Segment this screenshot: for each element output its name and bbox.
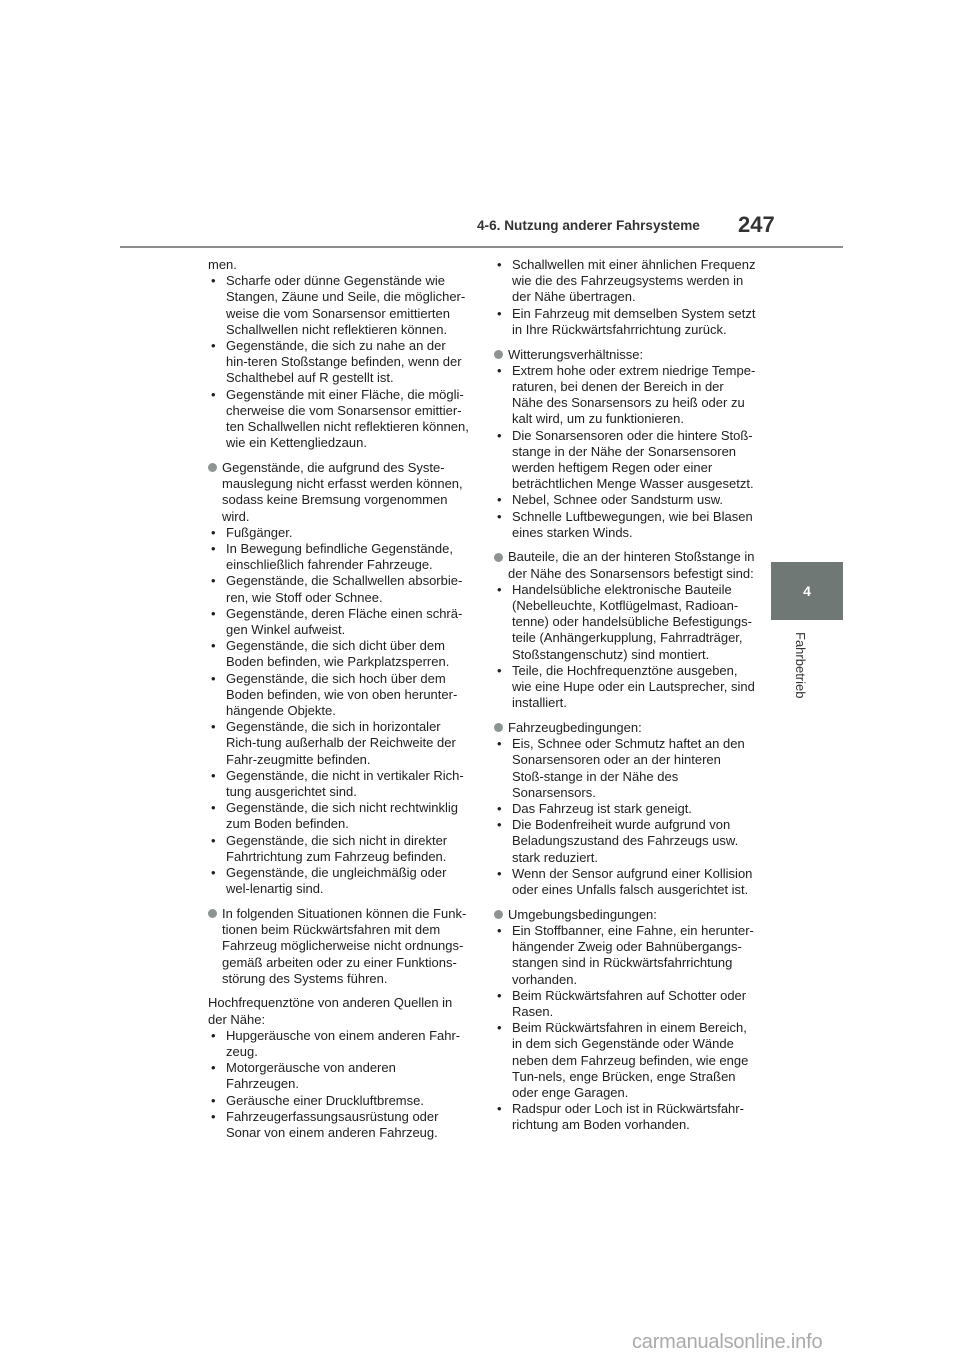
group-heading (494, 549, 756, 581)
group-heading (494, 907, 756, 923)
list-item: • Beim Rückwärtsfahren in einem Bereich, in dem sich Gegenstände oder Wände neben dem Fahrzeug befinden, wie enge Tun-nels, enge Brücken, enge Straßen oder enge Garagen. (494, 1020, 756, 1101)
item-list (208, 1028, 470, 1141)
bullet-circle-icon (208, 463, 217, 472)
list-item: • Ein Stoffbanner, eine Fahne, ein herunter-hängender Zweig oder Bahnübergangs-stangen sind in Rückwärtsfahrrichtung vorhanden. (494, 923, 756, 988)
list-item: • Hupgeräusche von einem anderen Fahr-zeug. (208, 1028, 470, 1060)
group-heading (208, 460, 470, 525)
list-item: • Wenn der Sensor aufgrund einer Kollision oder eines Unfalls falsch ausgerichtet ist. (494, 866, 756, 898)
list-item: • Teile, die Hochfrequenztöne ausgeben, wie eine Hupe oder ein Lautsprecher, sind installiert. (494, 663, 756, 712)
list-item: • Geräusche einer Druckluftbremse. (208, 1093, 470, 1109)
item-list (494, 923, 756, 1134)
group-heading (494, 347, 756, 363)
watermark: carmanualsonline.info (632, 1331, 823, 1353)
header-divider (120, 246, 843, 248)
group-heading-text: Gegenstände, die aufgrund des Syste-mauslegung nicht erfasst werden können, sodass keine Bremsung vorgenommen wird. (222, 459, 463, 524)
list-item: • Beim Rückwärtsfahren auf Schotter oder Rasen. (494, 988, 756, 1020)
group-heading-text: Umgebungsbedingungen: (508, 906, 657, 922)
list-item: • Gegenstände, deren Fläche einen schrä-gen Winkel aufweist. (208, 606, 470, 638)
list-item: • Radspur oder Loch ist in Rückwärtsfahr-richtung am Boden vorhanden. (494, 1101, 756, 1133)
chapter-number: 4 (803, 583, 811, 599)
list-item: • Fahrzeugerfassungsausrüstung oder Sonar von einem anderen Fahrzeug. (208, 1109, 470, 1141)
list-item: • Extrem hohe oder extrem niedrige Tempe-raturen, bei denen der Bereich in der Nähe des Sonarsensors zu heiß oder zu kalt wird, um zu funktionieren. (494, 363, 756, 428)
list-item: • Gegenstände, die sich nicht in direkter Fahrtrichtung zum Fahrzeug befinden. (208, 833, 470, 865)
item-list (494, 582, 756, 712)
page-number: 247 (738, 212, 775, 237)
group-heading-text: In folgenden Situationen können die Funk-tionen beim Rückwärtsfahren mit dem Fahrzeug möglicherweise nicht ordnungs-gemäß arbeiten oder zu einer Funktions-störung des Systems führen. (222, 905, 467, 986)
bullet-circle-icon (494, 553, 503, 562)
group-heading-text: Witterungsverhältnisse: (508, 346, 644, 362)
list-item: • Gegenstände mit einer Fläche, die mögli-cherweise die vom Sonarsensor emittier-ten Schallwellen nicht reflektieren können, wie ein Kettengliedzaun. (208, 387, 470, 452)
bullet-circle-icon (494, 910, 503, 919)
list-item: • Eis, Schnee oder Schmutz haftet an den Sonarsensoren oder an der hinteren Stoß-stange in der Nähe des Sonarsensors. (494, 736, 756, 801)
group-heading (494, 720, 756, 736)
item-list (208, 525, 470, 898)
group-heading (208, 906, 470, 987)
list-item: • Schallwellen mit einer ähnlichen Frequenz wie die des Fahrzeugsystems werden in der Nähe übertragen. (494, 257, 756, 306)
chapter-tab (771, 562, 843, 620)
item-list (208, 273, 470, 451)
right-column (494, 257, 756, 1142)
list-item: • Die Sonarsensoren oder die hintere Stoß-stange in der Nähe der Sonarsensoren werden heftigem Regen oder einer beträchtlichen Menge Wasser ausgesetzt. (494, 428, 756, 493)
item-list (494, 257, 756, 338)
bullet-circle-icon (208, 909, 217, 918)
group-heading-text: Fahrzeugbedingungen: (508, 719, 642, 735)
group-heading-text: Bauteile, die an der hinteren Stoßstange in der Nähe des Sonarsensors befestigt sind: (508, 549, 755, 581)
list-item: • Ein Fahrzeug mit demselben System setzt in Ihre Rückwärtsfahrrichtung zurück. (494, 306, 756, 338)
sub-paragraph: Hochfrequenztöne von anderen Quellen in der Nähe: (208, 995, 453, 1027)
list-item: • In Bewegung befindliche Gegenstände, einschließlich fahrender Fahrzeuge. (208, 541, 470, 573)
item-list (494, 736, 756, 898)
list-item: • Gegenstände, die sich zu nahe an der hin-teren Stoßstange befinden, wenn der Schalthebel auf R gestellt ist. (208, 338, 470, 387)
left-column (208, 257, 470, 1150)
section-title: 4-6. Nutzung anderer Fahrsysteme (477, 218, 700, 233)
continued-text: men. (208, 257, 237, 272)
list-item: • Gegenstände, die sich nicht rechtwinklig zum Boden befinden. (208, 800, 470, 832)
list-item: • Die Bodenfreiheit wurde aufgrund von Beladungszustand des Fahrzeugs usw. stark reduziert. (494, 817, 756, 866)
list-item: • Gegenstände, die Schallwellen absorbie-ren, wie Stoff oder Schnee. (208, 573, 470, 605)
list-item: • Motorgeräusche von anderen Fahrzeugen. (208, 1060, 470, 1092)
bullet-circle-icon (494, 350, 503, 359)
chapter-title: Fahrbetrieb (793, 632, 808, 699)
item-list (494, 363, 756, 541)
list-item: • Gegenstände, die sich in horizontaler Rich-tung außerhalb der Reichweite der Fahr-zeugmitte befinden. (208, 719, 470, 768)
list-item: • Fußgänger. (208, 525, 470, 541)
list-item: • Handelsübliche elektronische Bauteile (Nebelleuchte, Kotflügelmast, Radioan-tenne) oder handelsübliche Befestigungs-teile (Anhängerkupplung, Fahrradträger, Stoßstangenschutz) sind montiert. (494, 582, 756, 663)
list-item: • Scharfe oder dünne Gegenstände wie Stangen, Zäune und Seile, die möglicher-weise die vom Sonarsensor emittierten Schallwellen nicht reflektieren können. (208, 273, 470, 338)
bullet-circle-icon (494, 723, 503, 732)
list-item: • Das Fahrzeug ist stark geneigt. (494, 801, 756, 817)
list-item: • Gegenstände, die sich dicht über dem Boden befinden, wie Parkplatzsperren. (208, 638, 470, 670)
list-item: • Gegenstände, die sich hoch über dem Boden befinden, wie von oben herunter-hängende Objekte. (208, 671, 470, 720)
list-item: • Gegenstände, die ungleichmäßig oder wel-lenartig sind. (208, 865, 470, 897)
list-item: • Schnelle Luftbewegungen, wie bei Blasen eines starken Winds. (494, 509, 756, 541)
list-item: • Gegenstände, die nicht in vertikaler Rich-tung ausgerichtet sind. (208, 768, 470, 800)
list-item: • Nebel, Schnee oder Sandsturm usw. (494, 492, 756, 508)
